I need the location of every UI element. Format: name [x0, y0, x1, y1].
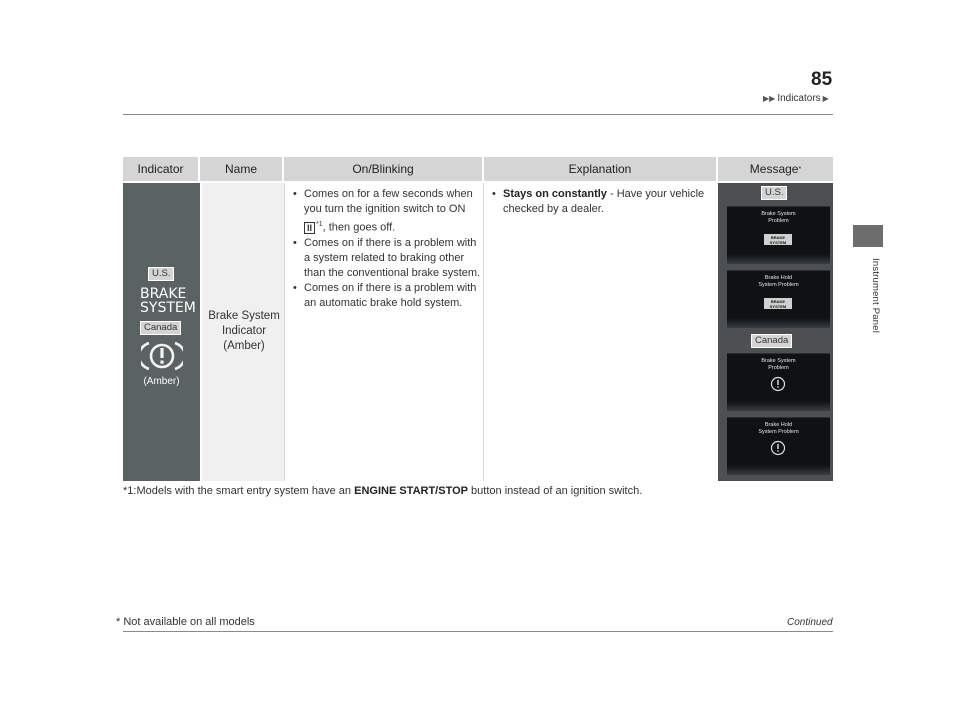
- indicator-name-line3: (Amber): [223, 340, 265, 352]
- footnote-suffix: button instead of an ignition switch.: [468, 485, 643, 497]
- exclamation-circle-icon: [141, 339, 183, 373]
- region-tag-us: U.S.: [148, 267, 174, 281]
- screen-title: [727, 422, 830, 436]
- message-screen: [727, 270, 830, 328]
- on-blinking-cell: [284, 183, 484, 481]
- page-number: 85: [811, 69, 833, 90]
- brake-system-badge: [764, 298, 792, 309]
- header-indicator: Indicator: [123, 157, 200, 181]
- footnote-ref: *1: [316, 221, 323, 228]
- screen-title-line1: Brake Hold: [764, 275, 793, 281]
- ignition-key-badge: II: [304, 222, 315, 234]
- region-tag-canada: Canada: [751, 334, 792, 348]
- header-message: [718, 157, 833, 181]
- breadcrumb-arrow-icon: ▶▶: [763, 94, 776, 103]
- screen-title: [727, 211, 830, 225]
- badge-line1: BRAKE: [770, 298, 786, 304]
- region-tag-canada: Canada: [140, 321, 181, 335]
- indicator-name-line2: Indicator: [221, 325, 267, 337]
- explanation-text: [492, 187, 725, 217]
- badge-line1: BRAKE: [770, 234, 786, 240]
- screen-title-line1: Brake Hold: [764, 422, 793, 428]
- breadcrumb[interactable]: [763, 93, 829, 104]
- badge-line2: SYSTEM: [769, 239, 787, 245]
- header-rule: [123, 114, 833, 115]
- list-item: • Comes on if there is a problem with a system related to braking other than the conventional brake system.: [293, 236, 481, 281]
- message-screen: [727, 206, 830, 264]
- header-on-blinking: On/Blinking: [284, 157, 484, 181]
- brake-text-line1: BRAKE: [140, 286, 187, 302]
- screen-title-line1: Brake System: [761, 358, 796, 364]
- screen-title-line2: Problem: [768, 218, 789, 224]
- side-tab-marker: [853, 225, 883, 247]
- on-blinking-item1-tail: , then goes off.: [322, 221, 396, 234]
- exclamation-circle-icon: [770, 376, 786, 392]
- header-explanation: Explanation: [484, 157, 718, 181]
- message-screen: [727, 353, 830, 411]
- footnote: [123, 485, 642, 497]
- footnote-prefix: *1:Models with the smart entry system have an: [123, 485, 355, 497]
- screen-title-line2: System Problem: [758, 429, 799, 435]
- screen-title-line2: Problem: [768, 365, 789, 371]
- explanation-bold: Stays on constantly: [503, 188, 607, 200]
- indicator-name-line1: Brake System: [208, 310, 280, 322]
- breadcrumb-label: Indicators: [777, 93, 821, 104]
- list-item: [293, 187, 481, 236]
- explanation-rest: - Have your vehicle checked by a dealer.: [503, 188, 705, 215]
- screen-title: [727, 275, 830, 289]
- table-row: [123, 183, 833, 481]
- list-item: • Comes on if there is a problem with an automatic brake hold system.: [293, 281, 481, 311]
- screen-title-line1: Brake System: [761, 211, 796, 217]
- indicator-color-label: (Amber): [143, 376, 180, 387]
- explanation-cell: [484, 183, 718, 481]
- continued-label: Continued: [787, 617, 833, 628]
- on-blinking-item1-text: Comes on for a few seconds when you turn the ignition switch to ON: [304, 188, 473, 215]
- header-message-sup: *: [798, 165, 802, 173]
- header-name: Name: [200, 157, 284, 181]
- screen-title-line2: System Problem: [758, 282, 799, 288]
- footnote-bold: ENGINE START/STOP: [354, 485, 468, 497]
- badge-line2: SYSTEM: [769, 303, 787, 309]
- brake-system-badge: [764, 234, 792, 245]
- exclamation-circle-icon: [770, 440, 786, 456]
- not-available-note: * Not available on all models: [116, 616, 255, 628]
- on-blinking-list: [293, 187, 481, 311]
- brake-text-line2: SYSTEM: [140, 300, 196, 316]
- message-screen: [727, 417, 830, 475]
- message-cell: [718, 183, 833, 481]
- indicator-cell: [123, 183, 200, 481]
- header-message-label: Message: [749, 162, 799, 176]
- breadcrumb-arrow-icon: ▶: [822, 94, 829, 103]
- region-tag-us: U.S.: [761, 186, 787, 200]
- screen-title: [727, 358, 830, 372]
- indicator-name: [202, 309, 286, 354]
- table-header: [123, 157, 833, 181]
- name-cell: [200, 183, 284, 481]
- footer-rule: [123, 631, 833, 632]
- side-tab-label: Instrument Panel: [870, 258, 881, 334]
